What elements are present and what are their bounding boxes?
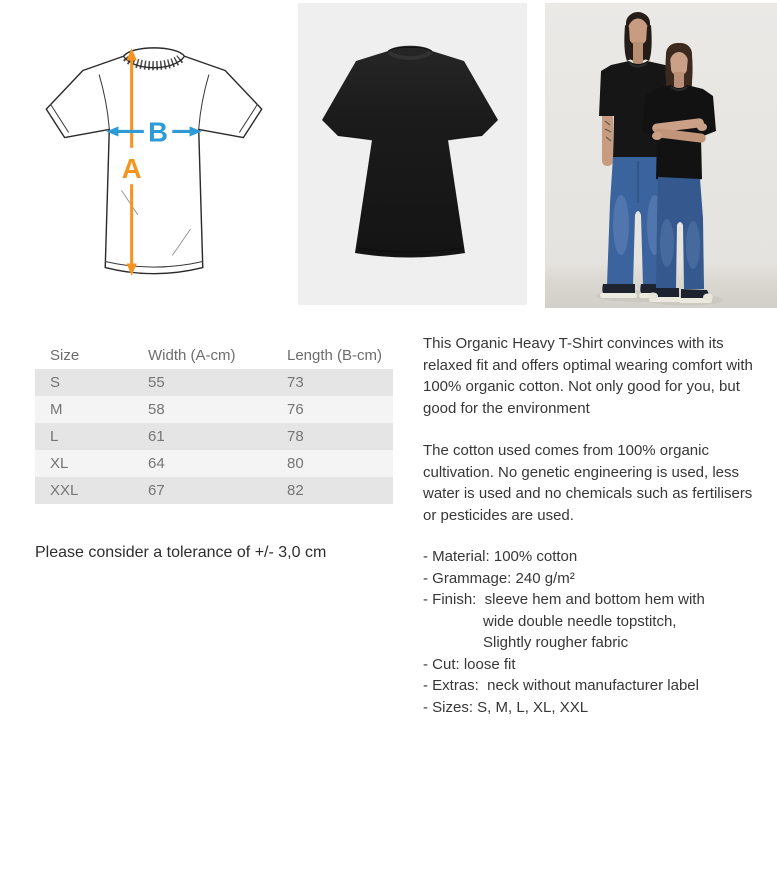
cell-size: XXL bbox=[50, 482, 79, 499]
spec-list bbox=[423, 546, 765, 718]
cell-size: S bbox=[50, 374, 61, 391]
cell-length: 73 bbox=[287, 374, 304, 391]
cell-length: 80 bbox=[287, 455, 304, 472]
tolerance-note: Please consider a tolerance of +/- 3,0 cm bbox=[35, 544, 327, 561]
spec-cut: - Cut: loose fit bbox=[423, 655, 516, 673]
size-table-header-row bbox=[35, 342, 393, 369]
cell-width: 55 bbox=[148, 374, 165, 391]
spec-material: - Material: 100% cotton bbox=[423, 548, 578, 565]
cell-size: XL bbox=[50, 455, 69, 472]
cell-width: 67 bbox=[148, 482, 165, 499]
spec-finish-cont-1: wide double needle topstitch, bbox=[483, 612, 677, 630]
cell-width: 64 bbox=[148, 455, 165, 472]
models-photo bbox=[545, 3, 777, 308]
product-description bbox=[423, 333, 765, 718]
tshirt-measurement-drawing bbox=[38, 40, 270, 292]
label-b: B bbox=[148, 116, 168, 148]
column-header-size: Size bbox=[50, 347, 80, 364]
column-header-length: Length (B-cm) bbox=[287, 347, 383, 364]
cell-width: 58 bbox=[148, 401, 165, 418]
cell-size: L bbox=[50, 428, 59, 445]
table-row bbox=[35, 396, 393, 423]
spec-grammage: - Grammage: 240 g/m² bbox=[423, 569, 575, 587]
table-row bbox=[35, 477, 393, 504]
label-a: A bbox=[121, 153, 142, 185]
description-paragraph-2: The cotton used comes from 100% organic cultivation. No genetic engineering is used, less water is used and no chemicals such as fertilisers or pesticides are used. bbox=[423, 442, 753, 524]
black-tshirt-graphic bbox=[298, 3, 527, 305]
spec-finish: - Finish: sleeve hem and bottom hem with bbox=[423, 591, 705, 608]
measurement-diagram-image bbox=[38, 40, 270, 292]
description-paragraph-1: This Organic Heavy T-Shirt convinces with its relaxed fit and offers optimal wearing comfort with 100% organic cotton. Not only good for you, but good for the environment bbox=[423, 335, 753, 417]
table-row bbox=[35, 369, 393, 396]
cell-length: 78 bbox=[287, 428, 304, 445]
cell-length: 82 bbox=[287, 482, 304, 499]
cell-size: M bbox=[50, 401, 63, 418]
table-row bbox=[35, 450, 393, 477]
cell-length: 76 bbox=[287, 401, 304, 418]
cell-width: 61 bbox=[148, 428, 165, 445]
size-table bbox=[35, 342, 393, 504]
spec-extras: - Extras: neck without manufacturer label bbox=[423, 677, 699, 694]
models-graphic bbox=[545, 3, 777, 308]
column-header-width: Width (A-cm) bbox=[148, 347, 236, 364]
spec-finish-cont-2: Slightly rougher fabric bbox=[483, 634, 629, 651]
product-photo bbox=[298, 3, 527, 305]
table-row bbox=[35, 423, 393, 450]
spec-sizes: - Sizes: S, M, L, XL, XXL bbox=[423, 698, 589, 716]
